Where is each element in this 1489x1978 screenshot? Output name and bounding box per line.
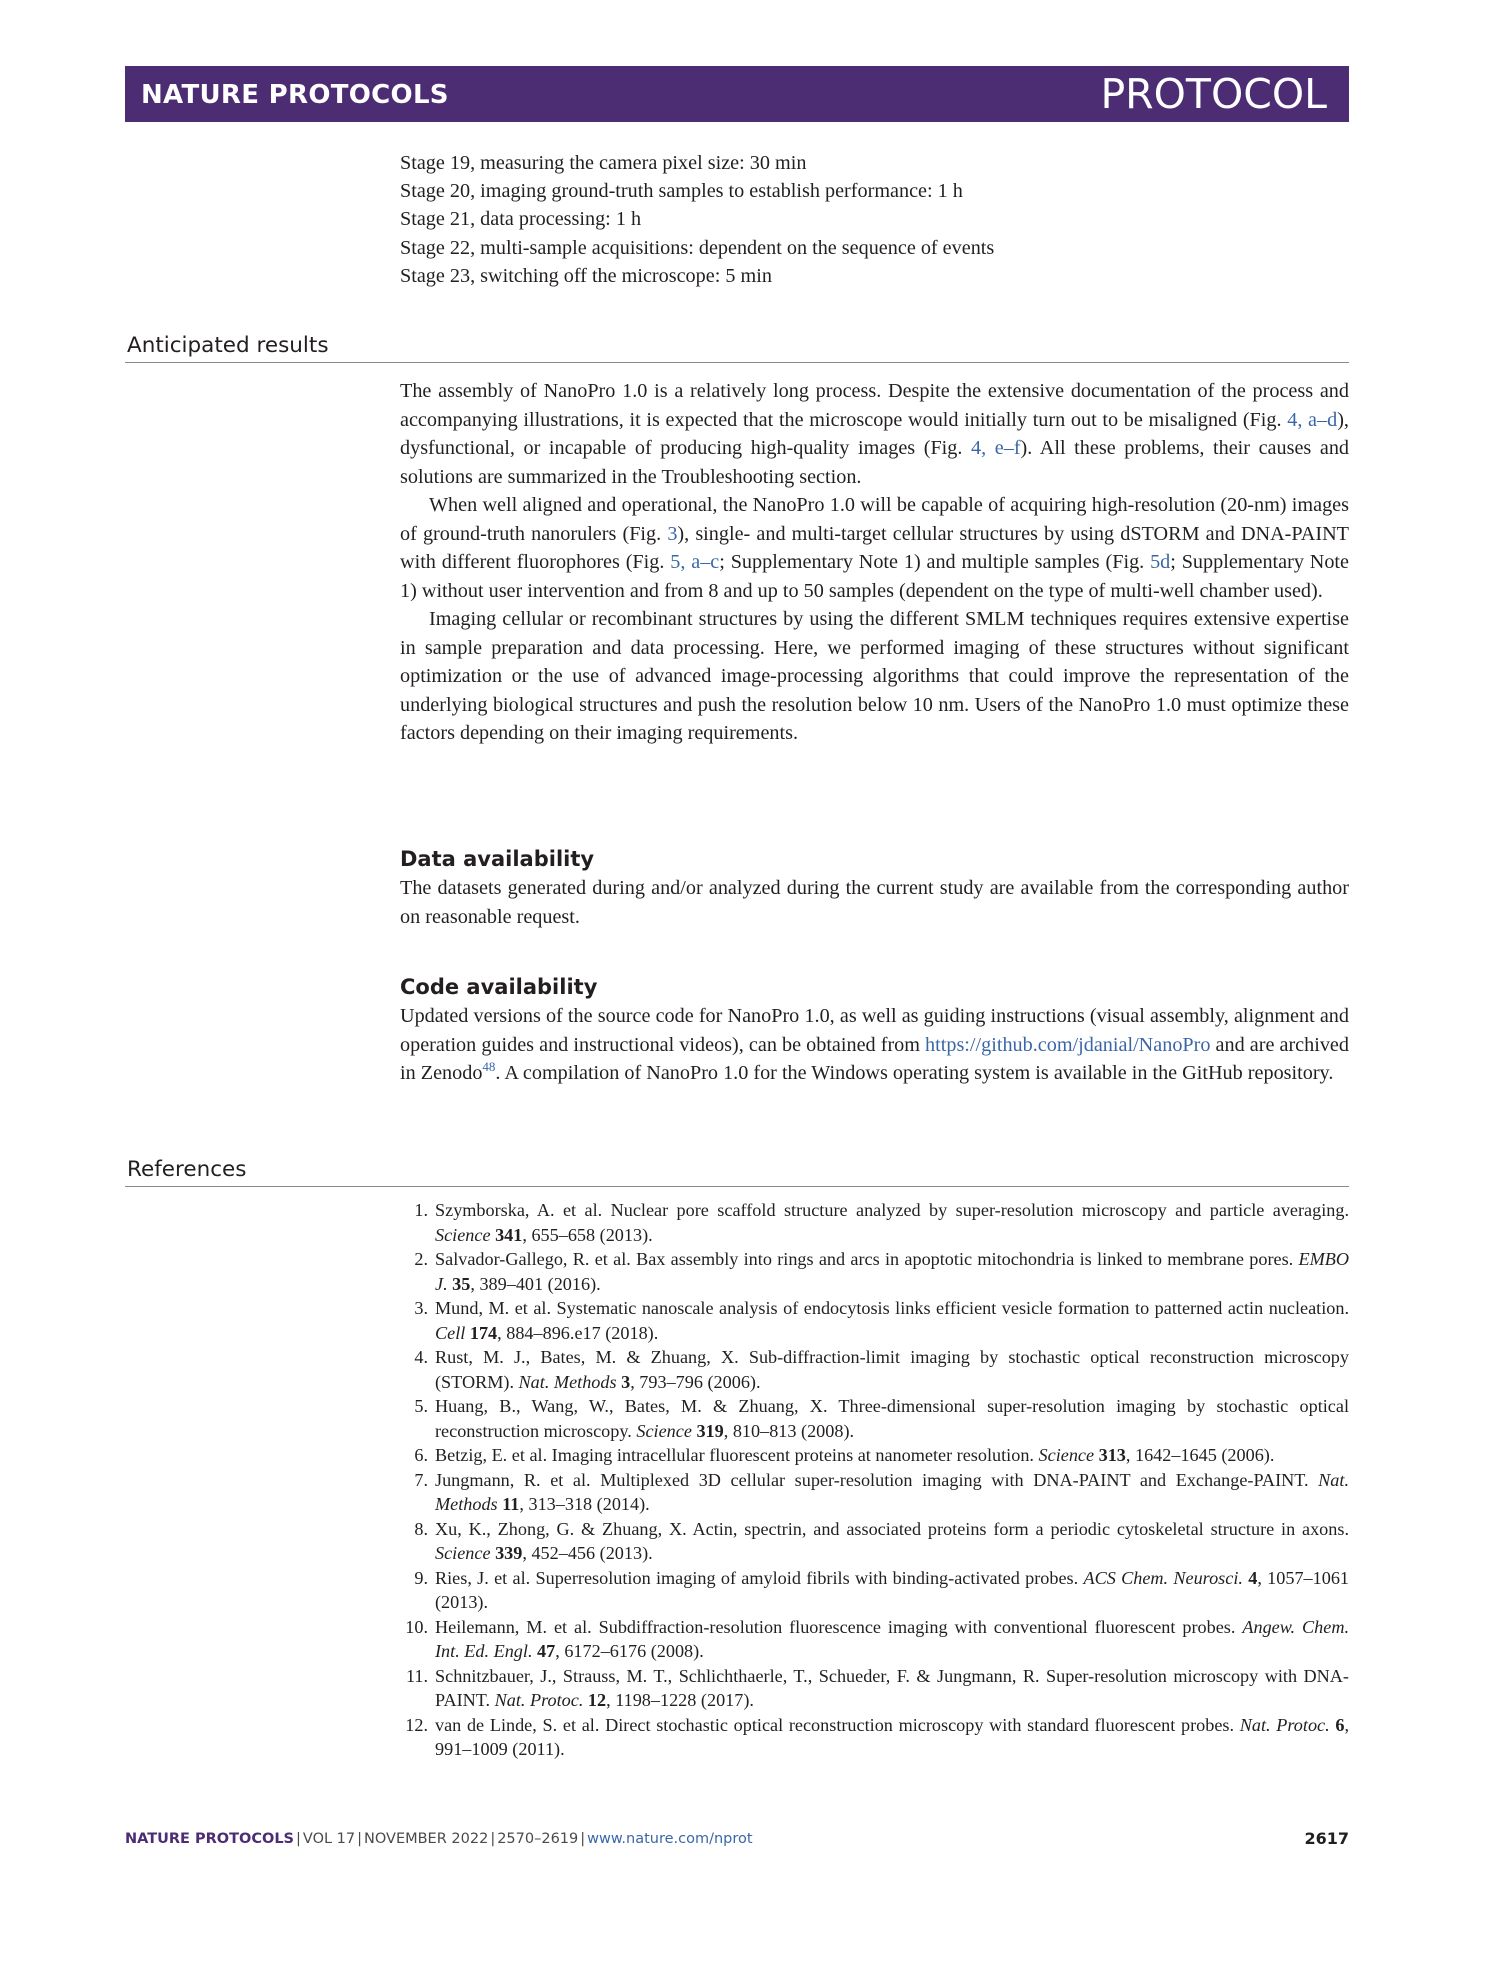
figure-link[interactable]: 4, a–d [1287, 408, 1338, 431]
reference-text: Ries, J. et al. Superresolution imaging of amyloid fibrils with binding-activated probes. [435, 1567, 1084, 1588]
code-availability-body [400, 1002, 1349, 1088]
page-footer [125, 1829, 1349, 1851]
reference-pages: , 1198–1228 (2017). [606, 1690, 754, 1710]
reference-pages: , 313–318 (2014). [519, 1494, 650, 1514]
section-heading-anticipated-results [125, 327, 1349, 363]
reference-volume: 35 [452, 1273, 471, 1294]
reference-pages: , 1642–1645 (2006). [1125, 1445, 1275, 1465]
reference-journal: Nat. Protoc. [494, 1690, 584, 1710]
reference-item [400, 1198, 1349, 1247]
reference-item [400, 1713, 1349, 1762]
reference-number: 5. [414, 1396, 428, 1416]
timing-line: Stage 20, imaging ground-truth samples to establish performance: 1 h [400, 180, 963, 203]
text-run: ), dysfunctional, or incapable of producing high-quality images (Fig. [400, 408, 1349, 459]
reference-volume: 12 [587, 1690, 607, 1710]
reference-number: 9. [414, 1567, 428, 1588]
reference-pages: , 1057–1061 (2013). [435, 1567, 1350, 1612]
reference-number: 12. [405, 1714, 428, 1735]
reference-journal: ACS Chem. Neurosci. [1083, 1567, 1243, 1588]
reference-text: Schnitzbauer, J., Strauss, M. T., Schlichthaerle, T., Schueder, F. & Jungmann, R. Super-resolution microscopy with DNA-PAINT. [435, 1665, 1349, 1710]
reference-pages: , 884–896.e17 (2018). [497, 1322, 659, 1343]
footer-citation [125, 1829, 753, 1849]
section-title: References [127, 1157, 247, 1182]
reference-journal: Nat. Protoc. [1239, 1714, 1330, 1735]
reference-text: van de Linde, S. et al. Direct stochastic optical reconstruction microscopy with standard fluorescent probes. [435, 1714, 1240, 1735]
page-number: 2617 [1304, 1829, 1349, 1848]
reference-journal: Nat. Methods [435, 1469, 1349, 1514]
reference-item [400, 1664, 1349, 1713]
footer-pages: 2570–2619 [497, 1831, 579, 1847]
reference-item [400, 1468, 1349, 1517]
reference-pages: , 810–813 (2008). [723, 1420, 855, 1441]
reference-item [400, 1566, 1349, 1615]
reference-list [400, 1198, 1349, 1762]
reference-text: Mund, M. et al. Systematic nanoscale analysis of endocytosis links efficient vesicle formation to patterned actin nucleation. [435, 1298, 1349, 1318]
reference-journal: Nat. Methods [518, 1371, 617, 1392]
reference-volume: 313 [1098, 1445, 1126, 1465]
reference-item [400, 1296, 1349, 1345]
reference-text: Jungmann, R. et al. Multiplexed 3D cellular super-resolution imaging with DNA-PAINT and Exchange-PAINT. [435, 1469, 1319, 1490]
reference-item [400, 1247, 1349, 1296]
timing-line: Stage 19, measuring the camera pixel size: 30 min [400, 152, 807, 174]
paragraph: Imaging cellular or recombinant structures by using the different SMLM techniques requires extensive expertise in sample preparation and data processing. Here, we performed imaging of these structures without significant optimization or the use of advanced image-processing algorithms that could improve the representation of the underlying biological structures and push the resolution below 10 nm. Users of the NanoPro 1.0 must optimize these factors depending on their imaging requirements. [400, 608, 1349, 744]
reference-text: Betzig, E. et al. Imaging intracellular fluorescent proteins at nanometer resolution. [435, 1445, 1039, 1465]
reference-pages: , 991–1009 (2011). [435, 1714, 1350, 1759]
figure-link[interactable]: 3 [667, 522, 678, 545]
reference-number: 11. [405, 1665, 428, 1686]
data-availability-body [400, 874, 1349, 931]
timing-line: Stage 23, switching off the microscope: 5 min [400, 264, 772, 287]
separator: | [357, 1831, 363, 1847]
reference-journal: EMBO J. [435, 1249, 1349, 1294]
reference-text: Salvador-Gallego, R. et al. Bax assembly into rings and arcs in apoptotic mitochondria is linked to membrane pores. [435, 1249, 1299, 1269]
reference-number: 6. [414, 1445, 428, 1465]
reference-volume: 319 [696, 1420, 724, 1441]
text-run: ; Supplementary Note 1) and multiple samples (Fig. [719, 551, 1151, 573]
footer-volume: VOL 17 [302, 1831, 356, 1847]
reference-pages: , 793–796 (2006). [630, 1371, 761, 1392]
reference-journal: Angew. Chem. Int. Ed. Engl. [435, 1616, 1349, 1661]
journal-name: NATURE PROTOCOLS [141, 80, 449, 110]
reference-number: 2. [414, 1249, 428, 1269]
footer-date: NOVEMBER 2022 [364, 1831, 489, 1847]
reference-pages: , 655–658 (2013). [522, 1224, 653, 1245]
reference-pages: , 452–456 (2013). [522, 1543, 653, 1563]
citation-link[interactable]: 48 [482, 1059, 496, 1074]
footer-url-link[interactable]: www.nature.com/nprot [587, 1831, 753, 1847]
article-type: PROTOCOL [1100, 70, 1327, 118]
figure-link[interactable]: 4, e–f [971, 437, 1021, 459]
reference-item [400, 1443, 1349, 1468]
section-heading-references [125, 1151, 1349, 1187]
reference-volume: 4 [1248, 1567, 1258, 1588]
reference-pages: , 6172–6176 (2008). [555, 1641, 704, 1661]
reference-item [400, 1394, 1349, 1443]
reference-number: 10. [405, 1616, 428, 1637]
reference-journal: Science [435, 1224, 491, 1245]
reference-volume: 47 [537, 1641, 556, 1661]
text-run: Updated versions of the source code for NanoPro 1.0, as well as guiding instructions (visual assembly, alignment and operation guides and instructional videos), can be obtained from [400, 1005, 1349, 1056]
reference-volume: 339 [495, 1543, 523, 1563]
paragraph [400, 1002, 1349, 1088]
reference-item [400, 1345, 1349, 1394]
text-run: When well aligned and operational, the NanoPro 1.0 will be capable of acquiring high-resolution (20-nm) images of ground-truth nanorulers (Fig. [400, 494, 1349, 545]
reference-number: 1. [414, 1200, 428, 1220]
reference-volume: 341 [495, 1224, 523, 1245]
code-availability-heading: Code availability [400, 975, 598, 999]
reference-volume: 3 [621, 1371, 631, 1392]
reference-text: Xu, K., Zhong, G. & Zhuang, X. Actin, spectrin, and associated proteins form a periodic cytoskeletal structure in axons. [435, 1518, 1349, 1539]
reference-pages: , 389–401 (2016). [470, 1273, 601, 1294]
separator: | [580, 1831, 586, 1847]
section-title: Anticipated results [127, 333, 329, 358]
reference-text: Huang, B., Wang, W., Bates, M. & Zhuang, X. Three-dimensional super-resolution imaging by stochastic optical reconstruction microscopy. [435, 1396, 1349, 1441]
paragraph: The datasets generated during and/or analyzed during the current study are available from the corresponding author on reasonable request. [400, 877, 1349, 928]
figure-link[interactable]: 5d [1150, 551, 1171, 573]
paragraph [400, 491, 1349, 605]
footer-journal: NATURE PROTOCOLS [125, 1831, 295, 1847]
separator: | [296, 1831, 301, 1847]
reference-journal: Cell [435, 1322, 466, 1343]
reference-volume: 174 [469, 1322, 498, 1343]
reference-text: Heilemann, M. et al. Subdiffraction-resolution fluorescence imaging with conventional fluorescent probes. [435, 1616, 1243, 1637]
reference-number: 7. [414, 1469, 428, 1490]
text-run: and are archived in Zenodo [400, 1033, 1349, 1084]
anticipated-results-body [400, 377, 1349, 748]
text-run: . A compilation of NanoPro 1.0 for the Windows operating system is available in the GitHub repository. [495, 1062, 1334, 1084]
text-run: ; Supplementary Note 1) without user intervention and from 8 and up to 50 samples (dependent on the type of multi-well chamber used). [400, 551, 1350, 602]
text-run: ). All these problems, their causes and solutions are summarized in the Troubleshooting section. [400, 437, 1350, 488]
text-run: The assembly of NanoPro 1.0 is a relatively long process. Despite the extensive documentation of the process and accompanying illustrations, it is expected that the microscope would initially turn out to be misaligned (Fig. [400, 380, 1349, 431]
reference-journal: Science [636, 1420, 692, 1441]
data-availability-heading: Data availability [400, 847, 595, 871]
reference-number: 8. [414, 1518, 428, 1539]
reference-journal: Science [435, 1543, 491, 1563]
header-banner [125, 66, 1349, 122]
text-run: ), single- and multi-target cellular structures by using dSTORM and DNA-PAINT with different fluorophores (Fig. [400, 522, 1349, 573]
reference-text: Szymborska, A. et al. Nuclear pore scaffold structure analyzed by super-resolution microscopy and particle averaging. [435, 1200, 1349, 1220]
timing-list [400, 149, 1349, 290]
paragraph [400, 377, 1349, 491]
reference-text: Rust, M. J., Bates, M. & Zhuang, X. Sub-diffraction-limit imaging by stochastic optical reconstruction microscopy (STORM). [435, 1347, 1349, 1392]
figure-link[interactable]: 5, a–c [670, 551, 720, 573]
reference-journal: Science [1038, 1445, 1095, 1465]
reference-volume: 11 [502, 1494, 520, 1514]
timing-line: Stage 21, data processing: 1 h [400, 208, 642, 231]
github-link[interactable]: https://github.com/jdanial/NanoPro [925, 1033, 1211, 1056]
reference-number: 3. [414, 1298, 428, 1318]
reference-item [400, 1517, 1349, 1566]
reference-number: 4. [414, 1347, 428, 1367]
separator: | [490, 1831, 496, 1847]
reference-item [400, 1615, 1349, 1664]
reference-volume: 6 [1335, 1714, 1345, 1735]
timing-line: Stage 22, multi-sample acquisitions: dependent on the sequence of events [400, 236, 995, 259]
